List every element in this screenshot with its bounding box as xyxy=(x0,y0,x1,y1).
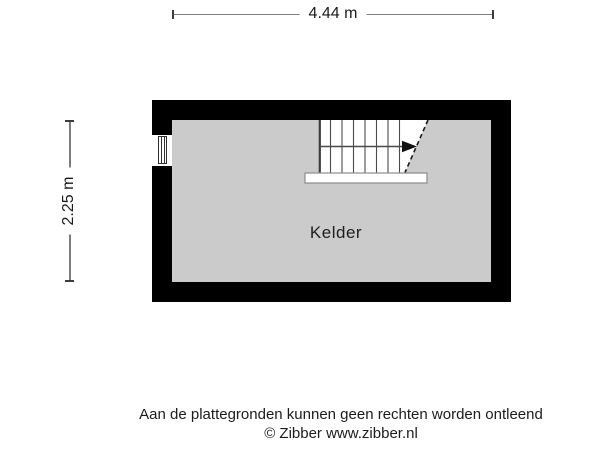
room-label: Kelder xyxy=(309,223,363,242)
window-icon xyxy=(158,136,167,164)
height-dimension-bottom-tick xyxy=(65,280,74,282)
width-dimension-label: 4.44 m xyxy=(300,5,367,23)
footer xyxy=(139,406,543,443)
window-pane-line xyxy=(164,137,165,163)
disclaimer-text: Aan de plattegronden kunnen geen rechten worden ontleend xyxy=(139,406,543,423)
height-dimension-label: 2.25 m xyxy=(60,168,78,235)
stairs-bottom-step xyxy=(305,173,427,183)
height-dimension-top-tick xyxy=(65,120,74,122)
width-dimension-left-tick xyxy=(172,10,174,19)
staircase xyxy=(298,116,438,188)
copyright-text: © Zibber www.zibber.nl xyxy=(264,424,418,442)
window-pane-line xyxy=(161,137,162,163)
width-dimension-right-tick xyxy=(492,10,494,19)
